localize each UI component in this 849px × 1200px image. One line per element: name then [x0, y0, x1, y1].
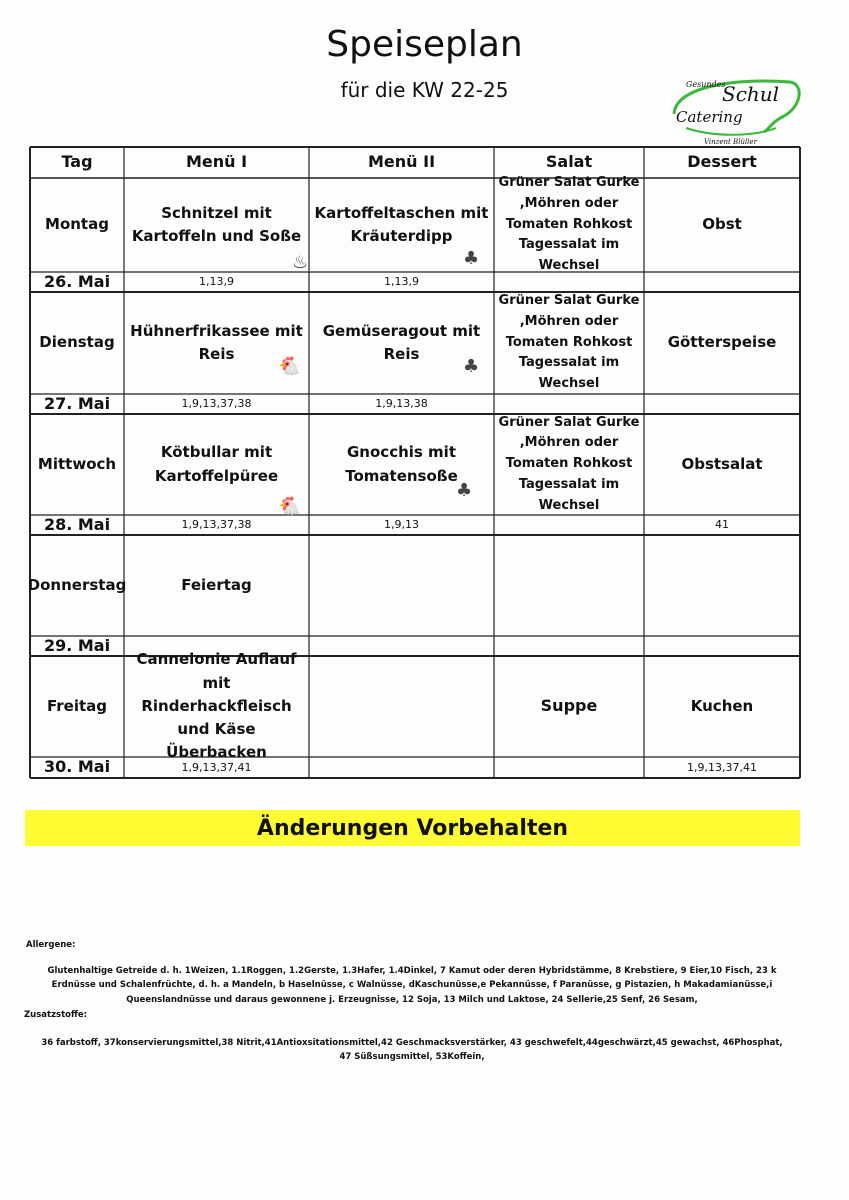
menu1-dish: Feiertag: [181, 575, 252, 594]
menu2-dish: Gemüseragout mit Reis: [322, 321, 481, 363]
dessert-dish: Götterspeise: [667, 333, 777, 352]
salad-dish: [494, 535, 644, 636]
notice-banner: Änderungen Vorbehalten: [25, 810, 800, 846]
day-date: 27. Mai: [43, 393, 111, 413]
menu2-codes: [309, 636, 494, 656]
menu2-codes: [309, 757, 494, 778]
dessert-codes: 1,9,13,37,41: [687, 760, 757, 774]
dessert-dish: Obst: [702, 215, 742, 234]
header-menu1: Menü I: [185, 152, 248, 172]
day-date: 29. Mai: [43, 635, 111, 655]
menu1-codes: 1,9,13,37,38: [181, 518, 252, 532]
vegetable-icon: ♣: [463, 356, 480, 377]
menu1-codes: 1,9,13,37,38: [181, 397, 252, 411]
day-name: Donnerstag: [27, 575, 127, 594]
salad-dish: Grüner Salat Gurke ,Möhren oder Tomaten Rohkost Tagessalat im Wechsel: [498, 293, 640, 392]
chicken-icon: 🐔: [278, 356, 301, 377]
logo-text: Gesundes: [686, 80, 726, 89]
menu2-codes: 1,13,9: [384, 275, 419, 289]
page-subtitle: für die KW 22-25: [340, 78, 509, 102]
day-date: 26. Mai: [43, 271, 111, 291]
salad-dish: Suppe: [540, 696, 598, 716]
menu2-codes: 1,9,13,38: [375, 397, 428, 411]
dessert-codes: [644, 636, 800, 656]
logo-text: Vinzent Blüller: [704, 138, 757, 146]
day-name: Montag: [45, 215, 109, 234]
menu1-codes: 1,13,9: [199, 275, 234, 289]
day-date: 28. Mai: [43, 514, 111, 534]
salad-codes: [494, 636, 644, 656]
salad-codes: [494, 394, 644, 414]
dessert-dish: [644, 535, 800, 636]
menu2-dish: Gnocchis mit Tomatensoße: [345, 443, 458, 485]
header-dessert: Dessert: [687, 152, 757, 172]
salad-codes: [494, 757, 644, 778]
dessert-codes: [644, 394, 800, 414]
menu1-dish: Cannelonie Auflauf mit Rinderhackfleisch und Käse Überbacken: [136, 650, 297, 762]
dessert-dish: Obstsalat: [681, 454, 763, 473]
menu1-codes: 1,9,13,37,41: [181, 760, 252, 774]
header-menu2: Menü II: [367, 152, 436, 172]
menu2-codes: 1,9,13: [384, 518, 419, 532]
menu1-dish: Schnitzel mit Kartoffeln und Soße: [131, 203, 302, 245]
day-name: Freitag: [46, 696, 108, 715]
zusatz-text: 36 farbstoff, 37konservierungsmittel,38 Nitrit,41Antioxsitationsmittel,42 Geschmacksverstärker, 43 geschwefelt,44geschwärzt,45 gewachst, 46Phosphat, 47 Süßsungsmittel, 53Koffein,: [41, 1038, 783, 1063]
salad-codes: [494, 515, 644, 535]
menu1-dish: Hühnerfrikassee mit Reis: [130, 321, 303, 363]
header-salat: Salat: [545, 152, 593, 172]
dessert-codes: [644, 272, 800, 292]
day-name: Dienstag: [39, 333, 115, 352]
salad-dish: Grüner Salat Gurke ,Möhren oder Tomaten Rohkost Tagessalat im Wechsel: [498, 175, 640, 274]
menu2-dish: Kartoffeltaschen mit Kräuterdipp: [314, 203, 489, 245]
day-date: 30. Mai: [43, 757, 111, 777]
chicken-icon: 🐔: [278, 496, 301, 517]
page-title: Speiseplan: [326, 24, 523, 65]
logo-text: Catering: [676, 108, 743, 126]
chef-icon: ♨: [292, 252, 309, 273]
day-name: Mittwoch: [37, 454, 117, 473]
salad-dish: Grüner Salat Gurke ,Möhren oder Tomaten Rohkost Tagessalat im Wechsel: [498, 414, 640, 513]
dessert-codes: 41: [715, 518, 729, 532]
vegetable-icon: ♣: [456, 480, 473, 501]
dessert-dish: Kuchen: [690, 696, 754, 715]
salad-codes: [494, 272, 644, 292]
vegetable-icon: ♣: [463, 248, 480, 269]
menu2-dish: [309, 656, 494, 757]
menu1-dish: Kötbullar mit Kartoffelpüree: [154, 443, 279, 485]
logo-text: Schul: [722, 82, 780, 106]
header-tag: Tag: [61, 152, 93, 172]
menu2-dish: [309, 535, 494, 636]
allergene-text: Glutenhaltige Getreide d. h. 1Weizen, 1.1Roggen, 1.2Gerste, 1.3Hafer, 1.4Dinkel, 7 Kamut oder deren Hybridstämme, 8 Krebstiere, 9 Eier,10 Fisch, 23 k Erdnüsse und Schalenfrüchte, d. h. a Mandeln, b Haselnüsse, c Walnüsse, dKaschunüsse,e Pekannüsse, f Paranüsse, g Pistazien, h Makadamianüsse,i Queenslandnüsse und daraus gewonnene j. Erzeugnisse, 12 Soja, 13 Milch und Laktose, 24 Sellerie,25 Senf, 26 Sesam,: [47, 966, 777, 1005]
zusatz-title: Zusatzstoffe:: [24, 1010, 88, 1020]
allergene-title: Allergene:: [26, 940, 76, 950]
